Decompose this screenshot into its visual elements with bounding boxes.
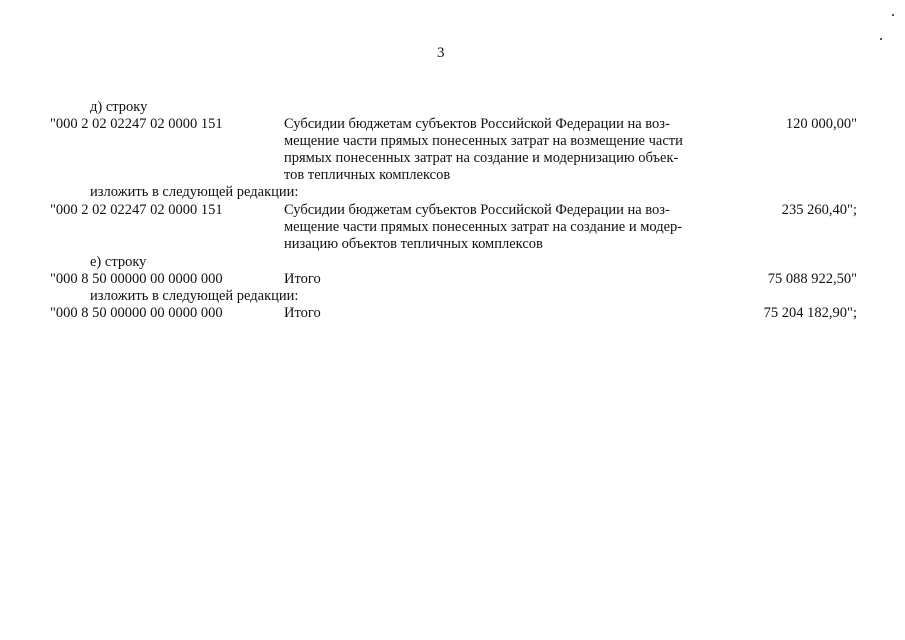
old-row-code-d: "000 2 02 02247 02 0000 151 [50,116,223,132]
transition-text-d: изложить в следующей редакции: [90,184,299,200]
new-row-description-line: Итого [284,305,321,321]
new-row-amount-e: 75 204 182,90"; [763,305,857,321]
new-row-code-d: "000 2 02 02247 02 0000 151 [50,202,223,218]
scan-artifact [892,14,894,16]
old-row-description-line: Субсидии бюджетам субъектов Российской Федерации на воз- [284,116,670,132]
old-row-amount-e: 75 088 922,50" [767,271,857,287]
old-row-description-line: Итого [284,271,321,287]
section-heading-d: д) строку [90,99,148,115]
new-row-description-line: низацию объектов тепличных комплексов [284,236,543,252]
new-row-description-line: мещение части прямых понесенных затрат на создание и модер- [284,219,683,235]
new-row-description-line: Субсидии бюджетам субъектов Российской Федерации на воз- [284,202,670,218]
transition-text-e: изложить в следующей редакции: [90,288,299,304]
scan-artifact [880,38,882,40]
old-row-description-line: мещение части прямых понесенных затрат на возмещение части [284,133,683,149]
new-row-amount-d: 235 260,40"; [781,202,857,218]
old-row-amount-d: 120 000,00" [785,116,857,132]
old-row-code-e: "000 8 50 00000 00 0000 000 [50,271,223,287]
old-row-description-line: тов тепличных комплексов [284,167,451,183]
old-row-description-line: прямых понесенных затрат на создание и модернизацию объек- [284,150,679,166]
page-number: 3 [437,45,445,61]
new-row-code-e: "000 8 50 00000 00 0000 000 [50,305,223,321]
section-heading-e: е) строку [90,254,147,270]
